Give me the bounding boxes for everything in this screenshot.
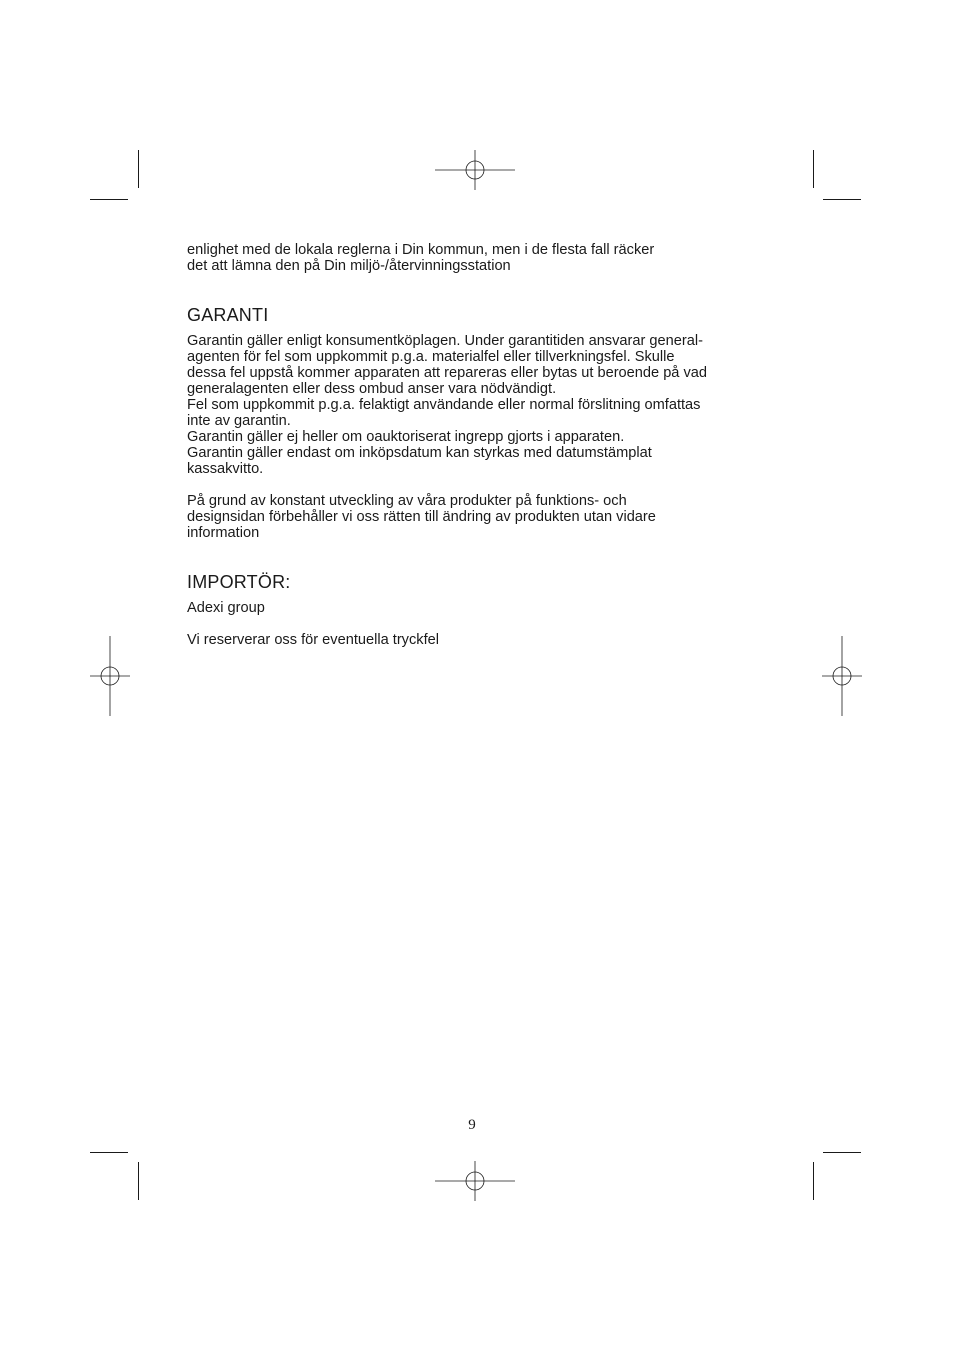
text-line: dessa fel uppstå kommer apparaten att repareras eller bytas ut beroende på vad [187,365,708,381]
text-line: På grund av konstant utveckling av våra produkter på funktions- och [187,493,627,509]
crop-mark-icon [823,199,861,200]
crop-mark-icon [138,1162,139,1200]
text-line: Garantin gäller ej heller om oauktoriserat ingrepp gjorts i apparaten. [187,429,625,445]
crop-mark-icon [90,1152,128,1153]
product-development-paragraph [187,493,787,541]
printing-disclaimer [187,632,787,648]
text-line: det att lämna den på Din miljö-/återvinningsstation [187,258,511,274]
crop-mark-icon [823,1152,861,1153]
registration-target-icon [435,1141,515,1221]
importer-company [187,600,787,616]
text-line: inte av garantin. [187,413,291,429]
text-line: designsidan förbehåller vi oss rätten till ändring av produkten utan vidare [187,509,656,525]
registration-target-icon [802,636,882,716]
text-line: Vi reserverar oss för eventuella tryckfel [187,632,439,648]
text-line: Adexi group [187,600,265,616]
crop-mark-icon [813,1162,814,1200]
garanti-paragraph [187,333,787,477]
text-line: Garantin gäller endast om inköpsdatum kan styrkas med datumstämplat [187,445,652,461]
crop-mark-icon [813,150,814,188]
importor-heading: IMPORTÖR: [187,572,291,592]
garanti-heading: GARANTI [187,305,269,325]
crop-mark-icon [90,199,128,200]
page-number: 9 [468,1117,476,1133]
registration-target-icon [435,130,515,210]
text-line: kassakvitto. [187,461,264,477]
crop-mark-icon [138,150,139,188]
text-line: Fel som uppkommit p.g.a. felaktigt användande eller normal förslitning omfattas [187,397,701,413]
text-line: enlighet med de lokala reglerna i Din kommun, men i de flesta fall räcker [187,242,655,258]
text-line: information [187,525,260,541]
text-line: Garantin gäller enligt konsumentköplagen. Under garantitiden ansvarar general- [187,333,703,349]
registration-target-icon [70,636,150,716]
text-line: agenten för fel som uppkommit p.g.a. materialfel eller tillverkningsfel. Skulle [187,349,675,365]
text-line: generalagenten eller dess ombud anser vara nödvändigt. [187,381,557,397]
intro-paragraph [187,242,787,274]
